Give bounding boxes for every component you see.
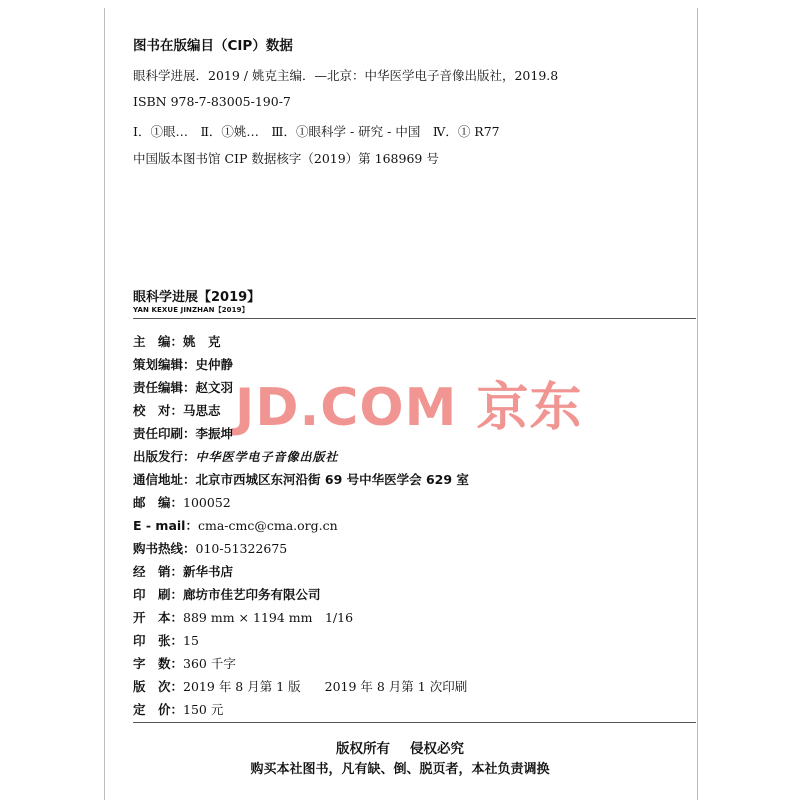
detail-label: 出版发行 <box>133 449 184 464</box>
detail-value: 15 <box>183 632 199 648</box>
detail-value-printing: 2019 年 8 月第 1 次印刷 <box>324 679 468 694</box>
rights-divider <box>133 722 696 723</box>
detail-value: 889 mm × 1194 mm 1/16 <box>183 610 354 625</box>
infringement-notice: 侵权必究 <box>410 741 464 757</box>
detail-row-hotline: 购书热线 ： 010-51322675 <box>133 540 288 556</box>
detail-row-responsible-editor: 责任编辑 ： 赵文羽 <box>133 380 234 395</box>
book-title-pinyin: YAN KEXUE JINZHAN【2019】 <box>133 306 249 314</box>
detail-value: 赵文羽 <box>195 380 234 395</box>
publisher-calligraphy-logo: 中华医学电子音像出版社 <box>195 449 339 464</box>
cip-classification: Ⅰ．①眼… Ⅱ．①姚… Ⅲ．①眼科学 - 研究 - 中国 Ⅳ．① R77 <box>133 124 500 139</box>
detail-label: 校 对 <box>133 403 171 418</box>
detail-label: 主 编 <box>133 334 171 349</box>
rights-reserved: 版权所有 <box>336 741 390 757</box>
detail-row-sheets: 印 张 ： 15 <box>133 632 199 648</box>
replacement-notice: 购买本社图书，凡有缺、倒、脱页者，本社负责调换 <box>250 762 550 777</box>
detail-label: 经 销 <box>133 564 171 579</box>
rights-statement <box>0 737 800 757</box>
detail-row-address: 通信地址 ： 北京市西城区东河沿街 69 号中华医学会 629 室 <box>133 472 469 487</box>
detail-value: 360 千字 <box>183 656 236 671</box>
detail-value: 姚 克 <box>183 334 221 349</box>
detail-value: 廊坊市佳艺印务有限公司 <box>183 587 321 602</box>
cip-isbn: ISBN 978-7-83005-190-7 <box>133 94 291 109</box>
detail-label: E - mail <box>133 517 186 533</box>
detail-row-publisher: 出版发行 ： 中华医学电子音像出版社 <box>133 449 339 464</box>
detail-row-print-supervisor: 责任印刷 ： 李振坤 <box>133 426 234 441</box>
detail-value: 新华书店 <box>183 564 234 579</box>
detail-row-edition: 版 次 ： 2019 年 8 月第 1 版 2019 年 8 月第 1 次印刷 <box>133 679 468 694</box>
detail-row-editor: 主 编 ： 姚 克 <box>133 334 221 349</box>
detail-row-printer: 印 刷 ： 廊坊市佳艺印务有限公司 <box>133 587 321 602</box>
detail-label: 定 价 <box>133 702 171 717</box>
detail-row-proofreader: 校 对 ： 马思志 <box>133 403 221 418</box>
detail-value: 马思志 <box>183 403 221 418</box>
detail-value: 010-51322675 <box>195 540 288 556</box>
detail-label: 印 张 <box>133 633 171 648</box>
detail-row-format: 开 本 ： 889 mm × 1194 mm 1/16 <box>133 610 354 625</box>
detail-row-planning-editor: 策划编辑 ： 史仲静 <box>133 357 234 372</box>
detail-label: 通信地址 <box>133 472 184 487</box>
detail-row-postcode: 邮 编 ： 100052 <box>133 494 231 510</box>
detail-row-distributor: 经 销 ： 新华书店 <box>133 564 234 579</box>
detail-label: 印 刷 <box>133 587 171 602</box>
detail-label: 责任印刷 <box>133 426 184 441</box>
detail-label: 责任编辑 <box>133 380 184 395</box>
detail-value: 2019 年 8 月第 1 版 <box>183 679 301 694</box>
cip-heading: 图书在版编目（CIP）数据 <box>133 38 293 54</box>
detail-label: 策划编辑 <box>133 357 184 372</box>
detail-label: 版 次 <box>133 679 171 694</box>
detail-label: 开 本 <box>133 610 171 625</box>
detail-row-email: E - mail ： cma-cmc@cma.org.cn <box>133 517 338 533</box>
detail-row-price: 定 价 ： 150 元 <box>133 702 224 717</box>
detail-label: 邮 编 <box>133 495 171 510</box>
detail-value: 北京市西城区东河沿街 69 号中华医学会 629 室 <box>195 472 469 487</box>
detail-row-word-count: 字 数 ： 360 千字 <box>133 656 236 671</box>
detail-value: 李振坤 <box>195 426 234 441</box>
detail-value: 150 元 <box>183 702 224 717</box>
detail-label: 购书热线 <box>133 541 184 556</box>
detail-value: 100052 <box>183 494 231 510</box>
book-title: 眼科学进展【2019】 <box>133 290 261 305</box>
detail-label: 字 数 <box>133 656 171 671</box>
cip-record-number: 中国版本图书馆 CIP 数据核字（2019）第 168969 号 <box>133 151 439 166</box>
title-divider <box>133 318 696 319</box>
jd-watermark: JD.COM 京东 <box>235 378 583 438</box>
detail-value: 史仲静 <box>195 357 234 372</box>
detail-value: cma-cmc@cma.org.cn <box>197 517 338 533</box>
cip-bibliographic-line: 眼科学进展．2019 / 姚克主编．—北京：中华医学电子音像出版社，2019.8 <box>133 68 559 83</box>
